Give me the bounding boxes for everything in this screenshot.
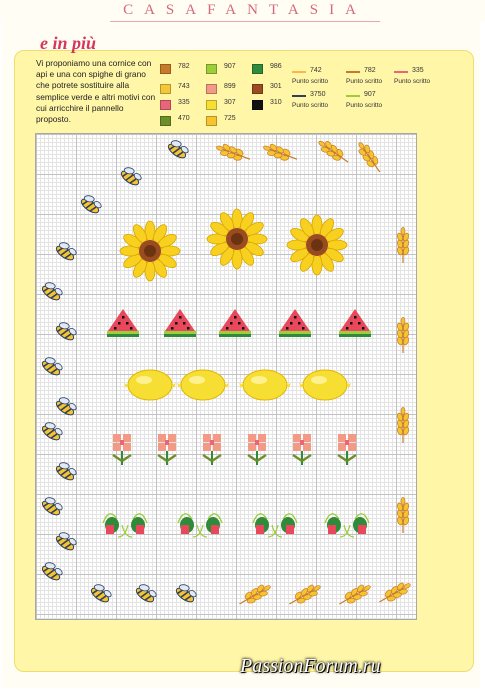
swatch-470 [160,116,171,126]
sunflower-motif [287,215,347,275]
lemon-motif [124,370,176,400]
stitch-type: Punto scritto [292,78,329,85]
magazine-brand: CASAFANTASIA [123,2,367,18]
legend-swatch [206,114,246,126]
bee-icon [40,562,63,582]
sunflower-motif [207,209,267,269]
wheat-icon [336,581,373,610]
flower-motif [293,434,311,465]
legend-backstitch [292,66,347,90]
stitch-code: 3750 [310,91,326,98]
bee-icon [54,322,77,342]
lemon-motif [177,370,229,400]
watermelon-motif [339,309,371,337]
legend-swatch [206,62,246,74]
bee-icon [54,532,77,552]
swatch-310 [252,100,263,110]
swatch-335 [160,100,171,110]
watermelon-motif [107,309,139,337]
stitch-line-907 [346,95,360,97]
legend-swatch [252,98,292,110]
bee-icon [174,584,197,604]
swatch-code: 470 [178,115,190,122]
bee-icon [89,584,112,604]
swatch-code: 310 [270,99,282,106]
stitch-code: 742 [310,67,322,74]
strawberry-motif [178,514,222,537]
stitch-code: 782 [364,67,376,74]
sunflower-motif [120,221,180,281]
intro-text: Vi proponiamo una cornice con api e una con spighe di grano che potrete sostituire alla semplice verde e altri motivi con cui arricchire il pannello proposto. [36,58,156,125]
flower-motif [203,434,221,465]
bee-icon [40,422,63,442]
swatch-code: 307 [224,99,236,106]
swatch-code: 335 [178,99,190,106]
wheat-icon [396,228,409,264]
lemon-motif [299,370,351,400]
swatch-code: 899 [224,83,236,90]
strawberry-motif [253,514,297,537]
flower-motif [158,434,176,465]
magazine-header [0,0,485,22]
legend-swatch [206,82,246,94]
bee-icon [119,167,142,187]
legend-backstitch [346,66,401,90]
watermelon-motif [164,309,196,337]
bee-icon [134,584,157,604]
swatch-986 [252,64,263,74]
lemon-motif [239,370,291,400]
stitch-type: Punto scritto [346,102,383,109]
wheat-icon [396,498,409,534]
color-legend [160,62,470,132]
legend-swatch [160,62,200,74]
wheat-icon [236,581,273,610]
swatch-782 [160,64,171,74]
site-watermark: PassionForum.ru [240,655,381,677]
swatch-743 [160,84,171,94]
wheat-icon [261,141,299,166]
wheat-icon [396,408,409,444]
header-rule [110,21,380,22]
bee-icon [40,357,63,377]
swatch-code: 782 [178,63,190,70]
bee-icon [40,282,63,302]
wheat-icon [286,581,323,610]
flower-motif [338,434,356,465]
wheat-icon [354,139,385,176]
swatch-907 [206,64,217,74]
swatch-301 [252,84,263,94]
wheat-icon [396,318,409,354]
bee-icon [54,397,77,417]
stitch-line-742 [292,71,306,73]
bee-icon [79,195,102,215]
flower-motif [113,434,131,465]
legend-backstitch [394,66,449,90]
stitch-line-782 [346,71,360,73]
stitch-line-335 [394,71,408,73]
strawberry-motif [103,514,147,537]
flower-motif [248,434,266,465]
bee-icon [166,140,189,160]
swatch-code: 986 [270,63,282,70]
swatch-307 [206,100,217,110]
watermelon-motif [279,309,311,337]
stitch-code: 335 [412,67,424,74]
wheat-icon [376,579,413,608]
swatch-725 [206,116,217,126]
stitch-type: Punto scritto [394,78,431,85]
bee-icon [54,242,77,262]
strawberry-motif [325,514,369,537]
stitch-type: Punto scritto [346,78,383,85]
watermelon-motif [219,309,251,337]
bee-icon [40,497,63,517]
stitch-code: 907 [364,91,376,98]
stitch-line-3750 [292,95,306,97]
legend-swatch [252,62,292,74]
legend-backstitch [292,90,347,114]
legend-swatch [160,82,200,94]
section-title: e in più [40,33,97,53]
swatch-899 [206,84,217,94]
wheat-icon [214,141,252,166]
swatch-code: 907 [224,63,236,70]
legend-backstitch [346,90,401,114]
swatch-code: 743 [178,83,190,90]
legend-swatch [252,82,292,94]
stitch-type: Punto scritto [292,102,329,109]
swatch-code: 301 [270,83,282,90]
legend-swatch [160,98,200,110]
legend-swatch [206,98,246,110]
chart-motifs [35,133,415,618]
swatch-code: 725 [224,115,236,122]
wheat-icon [315,136,352,167]
bee-icon [54,462,77,482]
legend-swatch [160,114,200,126]
